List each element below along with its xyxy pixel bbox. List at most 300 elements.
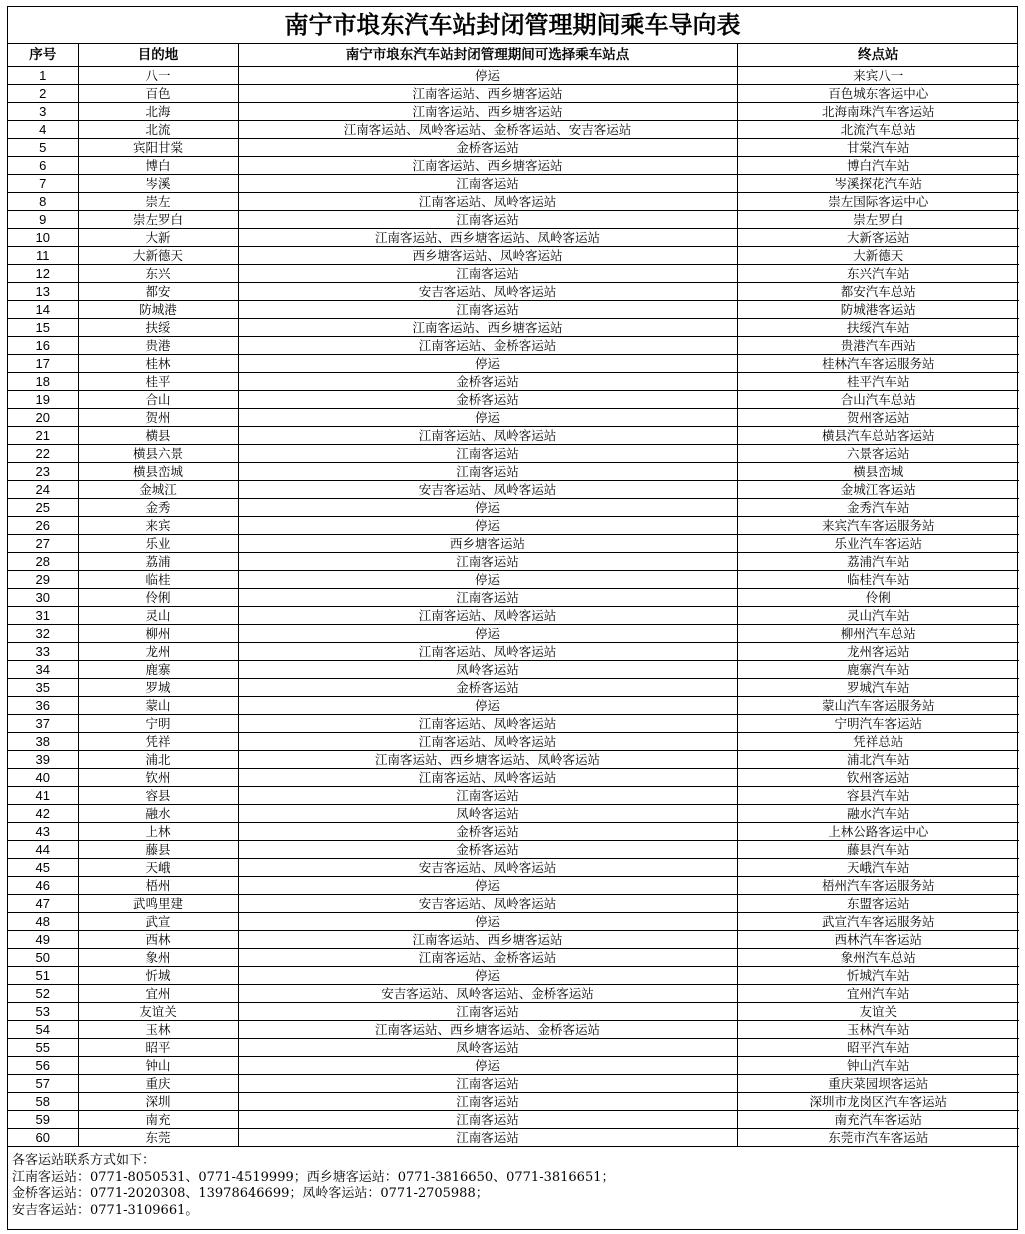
table-row bbox=[8, 355, 1019, 373]
row-terminal: 蒙山汽车客运服务站 bbox=[737, 697, 1019, 715]
row-terminal: 荔浦汽车站 bbox=[737, 553, 1019, 571]
row-destination: 柳州 bbox=[78, 625, 238, 643]
row-terminal: 桂林汽车客运服务站 bbox=[737, 355, 1019, 373]
row-index: 9 bbox=[8, 211, 78, 229]
row-stations: 江南客运站、西乡塘客运站 bbox=[238, 103, 737, 121]
row-destination: 大新 bbox=[78, 229, 238, 247]
row-destination: 宜州 bbox=[78, 985, 238, 1003]
table-row bbox=[8, 733, 1019, 751]
table-row bbox=[8, 769, 1019, 787]
table-row bbox=[8, 643, 1019, 661]
row-terminal: 钟山汽车站 bbox=[737, 1057, 1019, 1075]
row-stations: 停运 bbox=[238, 967, 737, 985]
table-row bbox=[8, 661, 1019, 679]
row-terminal: 北流汽车总站 bbox=[737, 121, 1019, 139]
contact-line: 江南客运站：0771-8050531、0771-4519999；西乡塘客运站：0771-3816650、0771-3816651； bbox=[12, 1169, 615, 1185]
contact-line: 各客运站联系方式如下： bbox=[12, 1153, 156, 1168]
table-row bbox=[8, 949, 1019, 967]
row-index: 10 bbox=[8, 229, 78, 247]
row-terminal: 灵山汽车站 bbox=[737, 607, 1019, 625]
row-terminal: 大新客运站 bbox=[737, 229, 1019, 247]
row-destination: 蒙山 bbox=[78, 697, 238, 715]
row-stations: 江南客运站、凤岭客运站 bbox=[238, 607, 737, 625]
row-index: 4 bbox=[8, 121, 78, 139]
row-stations: 江南客运站 bbox=[238, 1093, 737, 1111]
row-terminal: 昭平汽车站 bbox=[737, 1039, 1019, 1057]
row-destination: 友谊关 bbox=[78, 1003, 238, 1021]
row-index: 31 bbox=[8, 607, 78, 625]
row-index: 14 bbox=[8, 301, 78, 319]
row-index: 1 bbox=[8, 67, 78, 85]
row-stations: 江南客运站 bbox=[238, 445, 737, 463]
row-terminal: 东莞市汽车客运站 bbox=[737, 1129, 1019, 1147]
row-terminal: 临桂汽车站 bbox=[737, 571, 1019, 589]
row-stations: 安吉客运站、凤岭客运站、金桥客运站 bbox=[238, 985, 737, 1003]
row-destination: 昭平 bbox=[78, 1039, 238, 1057]
row-terminal: 罗城汽车站 bbox=[737, 679, 1019, 697]
row-destination: 武宣 bbox=[78, 913, 238, 931]
row-terminal: 六景客运站 bbox=[737, 445, 1019, 463]
table-row bbox=[8, 679, 1019, 697]
row-destination: 武鸣里建 bbox=[78, 895, 238, 913]
row-stations: 金桥客运站 bbox=[238, 139, 737, 157]
header-terminal: 终点站 bbox=[737, 44, 1019, 67]
row-stations: 江南客运站 bbox=[238, 553, 737, 571]
row-stations: 江南客运站 bbox=[238, 463, 737, 481]
row-destination: 钟山 bbox=[78, 1057, 238, 1075]
row-index: 16 bbox=[8, 337, 78, 355]
table-row bbox=[8, 373, 1019, 391]
row-destination: 扶绥 bbox=[78, 319, 238, 337]
table-row bbox=[8, 85, 1019, 103]
row-stations: 江南客运站 bbox=[238, 787, 737, 805]
row-destination: 罗城 bbox=[78, 679, 238, 697]
row-terminal: 象州汽车总站 bbox=[737, 949, 1019, 967]
row-index: 45 bbox=[8, 859, 78, 877]
row-stations: 停运 bbox=[238, 1057, 737, 1075]
row-destination: 天峨 bbox=[78, 859, 238, 877]
row-terminal: 友谊关 bbox=[737, 1003, 1019, 1021]
row-destination: 北流 bbox=[78, 121, 238, 139]
row-destination: 深圳 bbox=[78, 1093, 238, 1111]
table-row bbox=[8, 1057, 1019, 1075]
table-header-row bbox=[8, 44, 1019, 67]
table-row bbox=[8, 1003, 1019, 1021]
row-index: 6 bbox=[8, 157, 78, 175]
row-index: 56 bbox=[8, 1057, 78, 1075]
row-terminal: 贺州客运站 bbox=[737, 409, 1019, 427]
row-index: 39 bbox=[8, 751, 78, 769]
row-index: 25 bbox=[8, 499, 78, 517]
row-stations: 金桥客运站 bbox=[238, 823, 737, 841]
row-index: 41 bbox=[8, 787, 78, 805]
row-index: 59 bbox=[8, 1111, 78, 1129]
row-terminal: 甘棠汽车站 bbox=[737, 139, 1019, 157]
table-row bbox=[8, 283, 1019, 301]
row-terminal: 藤县汽车站 bbox=[737, 841, 1019, 859]
row-stations: 江南客运站、凤岭客运站 bbox=[238, 643, 737, 661]
row-stations: 江南客运站 bbox=[238, 265, 737, 283]
row-terminal: 桂平汽车站 bbox=[737, 373, 1019, 391]
row-destination: 横县六景 bbox=[78, 445, 238, 463]
row-terminal: 梧州汽车客运服务站 bbox=[737, 877, 1019, 895]
row-stations: 停运 bbox=[238, 355, 737, 373]
row-terminal: 博白汽车站 bbox=[737, 157, 1019, 175]
row-stations: 江南客运站 bbox=[238, 175, 737, 193]
table-row bbox=[8, 1075, 1019, 1093]
row-destination: 北海 bbox=[78, 103, 238, 121]
row-terminal: 凭祥总站 bbox=[737, 733, 1019, 751]
row-stations: 凤岭客运站 bbox=[238, 1039, 737, 1057]
table-row bbox=[8, 841, 1019, 859]
row-terminal: 大新德天 bbox=[737, 247, 1019, 265]
table-row bbox=[8, 1039, 1019, 1057]
table-row bbox=[8, 931, 1019, 949]
row-index: 13 bbox=[8, 283, 78, 301]
table-row bbox=[8, 985, 1019, 1003]
row-terminal: 钦州客运站 bbox=[737, 769, 1019, 787]
row-destination: 玉林 bbox=[78, 1021, 238, 1039]
row-stations: 江南客运站 bbox=[238, 1003, 737, 1021]
row-destination: 横县峦城 bbox=[78, 463, 238, 481]
contact-line: 安吉客运站：0771-3109661。 bbox=[12, 1202, 199, 1218]
row-terminal: 扶绥汽车站 bbox=[737, 319, 1019, 337]
row-destination: 鹿寨 bbox=[78, 661, 238, 679]
table-row bbox=[8, 103, 1019, 121]
row-destination: 融水 bbox=[78, 805, 238, 823]
row-destination: 上林 bbox=[78, 823, 238, 841]
row-stations: 金桥客运站 bbox=[238, 391, 737, 409]
row-stations: 江南客运站 bbox=[238, 1111, 737, 1129]
row-index: 55 bbox=[8, 1039, 78, 1057]
table-row bbox=[8, 193, 1019, 211]
row-destination: 桂林 bbox=[78, 355, 238, 373]
row-index: 34 bbox=[8, 661, 78, 679]
row-stations: 江南客运站、凤岭客运站 bbox=[238, 427, 737, 445]
row-stations: 江南客运站、西乡塘客运站 bbox=[238, 319, 737, 337]
contact-line: 金桥客运站：0771-2020308、13978646699；凤岭客运站：0771-2705988； bbox=[12, 1186, 489, 1201]
row-stations: 江南客运站、西乡塘客运站 bbox=[238, 85, 737, 103]
row-stations: 停运 bbox=[238, 913, 737, 931]
row-index: 50 bbox=[8, 949, 78, 967]
row-destination: 重庆 bbox=[78, 1075, 238, 1093]
row-index: 43 bbox=[8, 823, 78, 841]
row-destination: 百色 bbox=[78, 85, 238, 103]
table-row bbox=[8, 319, 1019, 337]
table-body bbox=[8, 67, 1019, 1147]
row-terminal: 横县汽车总站客运站 bbox=[737, 427, 1019, 445]
row-index: 7 bbox=[8, 175, 78, 193]
row-terminal: 合山汽车总站 bbox=[737, 391, 1019, 409]
row-index: 35 bbox=[8, 679, 78, 697]
row-terminal: 横县峦城 bbox=[737, 463, 1019, 481]
row-index: 15 bbox=[8, 319, 78, 337]
row-stations: 江南客运站、西乡塘客运站 bbox=[238, 931, 737, 949]
row-index: 2 bbox=[8, 85, 78, 103]
row-stations: 凤岭客运站 bbox=[238, 805, 737, 823]
row-stations: 金桥客运站 bbox=[238, 841, 737, 859]
row-destination: 横县 bbox=[78, 427, 238, 445]
table-row bbox=[8, 877, 1019, 895]
row-index: 54 bbox=[8, 1021, 78, 1039]
row-index: 51 bbox=[8, 967, 78, 985]
row-stations: 停运 bbox=[238, 67, 737, 85]
row-terminal: 天峨汽车站 bbox=[737, 859, 1019, 877]
row-destination: 宁明 bbox=[78, 715, 238, 733]
row-destination: 都安 bbox=[78, 283, 238, 301]
row-stations: 停运 bbox=[238, 499, 737, 517]
row-stations: 停运 bbox=[238, 625, 737, 643]
row-terminal: 宁明汽车客运站 bbox=[737, 715, 1019, 733]
page-title: 南宁市埌东汽车站封闭管理期间乘车导向表 bbox=[8, 7, 1017, 44]
row-index: 33 bbox=[8, 643, 78, 661]
header-stations: 南宁市埌东汽车站封闭管理期间可选择乘车站点 bbox=[238, 44, 737, 67]
row-stations: 江南客运站、金桥客运站 bbox=[238, 949, 737, 967]
row-terminal: 北海南珠汽车客运站 bbox=[737, 103, 1019, 121]
row-destination: 东兴 bbox=[78, 265, 238, 283]
table-row bbox=[8, 895, 1019, 913]
row-index: 42 bbox=[8, 805, 78, 823]
row-stations: 西乡塘客运站、凤岭客运站 bbox=[238, 247, 737, 265]
row-destination: 崇左 bbox=[78, 193, 238, 211]
table-row bbox=[8, 229, 1019, 247]
row-stations: 安吉客运站、凤岭客运站 bbox=[238, 859, 737, 877]
row-destination: 贵港 bbox=[78, 337, 238, 355]
row-index: 22 bbox=[8, 445, 78, 463]
row-stations: 停运 bbox=[238, 877, 737, 895]
table-row bbox=[8, 247, 1019, 265]
table-row bbox=[8, 499, 1019, 517]
row-index: 21 bbox=[8, 427, 78, 445]
row-index: 32 bbox=[8, 625, 78, 643]
row-stations: 凤岭客运站 bbox=[238, 661, 737, 679]
table-row bbox=[8, 175, 1019, 193]
row-destination: 金城江 bbox=[78, 481, 238, 499]
row-destination: 灵山 bbox=[78, 607, 238, 625]
row-terminal: 浦北汽车站 bbox=[737, 751, 1019, 769]
row-index: 52 bbox=[8, 985, 78, 1003]
row-destination: 崇左罗白 bbox=[78, 211, 238, 229]
row-terminal: 西林汽车客运站 bbox=[737, 931, 1019, 949]
row-stations: 江南客运站 bbox=[238, 1075, 737, 1093]
table-row bbox=[8, 427, 1019, 445]
row-terminal: 来宾八一 bbox=[737, 67, 1019, 85]
row-index: 58 bbox=[8, 1093, 78, 1111]
table-row bbox=[8, 301, 1019, 319]
row-destination: 象州 bbox=[78, 949, 238, 967]
row-stations: 停运 bbox=[238, 697, 737, 715]
row-index: 36 bbox=[8, 697, 78, 715]
row-terminal: 上林公路客运中心 bbox=[737, 823, 1019, 841]
row-destination: 贺州 bbox=[78, 409, 238, 427]
row-stations: 安吉客运站、凤岭客运站 bbox=[238, 283, 737, 301]
row-stations: 金桥客运站 bbox=[238, 679, 737, 697]
row-destination: 藤县 bbox=[78, 841, 238, 859]
row-terminal: 崇左罗白 bbox=[737, 211, 1019, 229]
row-terminal: 柳州汽车总站 bbox=[737, 625, 1019, 643]
row-destination: 岑溪 bbox=[78, 175, 238, 193]
table-row bbox=[8, 751, 1019, 769]
row-stations: 金桥客运站 bbox=[238, 373, 737, 391]
row-stations: 江南客运站、凤岭客运站 bbox=[238, 769, 737, 787]
table-row bbox=[8, 571, 1019, 589]
table-row bbox=[8, 265, 1019, 283]
row-destination: 龙州 bbox=[78, 643, 238, 661]
row-destination: 防城港 bbox=[78, 301, 238, 319]
row-index: 30 bbox=[8, 589, 78, 607]
row-terminal: 鹿寨汽车站 bbox=[737, 661, 1019, 679]
row-terminal: 岑溪探花汽车站 bbox=[737, 175, 1019, 193]
row-terminal: 来宾汽车客运服务站 bbox=[737, 517, 1019, 535]
row-stations: 江南客运站 bbox=[238, 211, 737, 229]
table-row bbox=[8, 967, 1019, 985]
table-row bbox=[8, 391, 1019, 409]
table-row bbox=[8, 697, 1019, 715]
table-row bbox=[8, 535, 1019, 553]
row-index: 12 bbox=[8, 265, 78, 283]
row-stations: 江南客运站、金桥客运站 bbox=[238, 337, 737, 355]
row-index: 37 bbox=[8, 715, 78, 733]
row-destination: 钦州 bbox=[78, 769, 238, 787]
row-index: 23 bbox=[8, 463, 78, 481]
row-terminal: 武宣汽车客运服务站 bbox=[737, 913, 1019, 931]
table-row bbox=[8, 805, 1019, 823]
row-destination: 金秀 bbox=[78, 499, 238, 517]
row-destination: 乐业 bbox=[78, 535, 238, 553]
row-stations: 江南客运站 bbox=[238, 589, 737, 607]
row-index: 5 bbox=[8, 139, 78, 157]
row-destination: 合山 bbox=[78, 391, 238, 409]
row-stations: 江南客运站、凤岭客运站、金桥客运站、安吉客运站 bbox=[238, 121, 737, 139]
table-row bbox=[8, 823, 1019, 841]
table-row bbox=[8, 67, 1019, 85]
row-stations: 江南客运站、西乡塘客运站 bbox=[238, 157, 737, 175]
row-index: 60 bbox=[8, 1129, 78, 1147]
row-destination: 西林 bbox=[78, 931, 238, 949]
row-terminal: 容县汽车站 bbox=[737, 787, 1019, 805]
row-index: 8 bbox=[8, 193, 78, 211]
row-index: 20 bbox=[8, 409, 78, 427]
row-terminal: 玉林汽车站 bbox=[737, 1021, 1019, 1039]
table-row bbox=[8, 1129, 1019, 1147]
row-destination: 容县 bbox=[78, 787, 238, 805]
table-row bbox=[8, 157, 1019, 175]
table-row bbox=[8, 913, 1019, 931]
guide-sheet bbox=[7, 6, 1018, 1230]
table-row bbox=[8, 139, 1019, 157]
row-destination: 八一 bbox=[78, 67, 238, 85]
table-row bbox=[8, 463, 1019, 481]
guide-table bbox=[8, 44, 1019, 1147]
row-stations: 江南客运站、西乡塘客运站、凤岭客运站 bbox=[238, 229, 737, 247]
table-row bbox=[8, 1021, 1019, 1039]
row-terminal: 伶俐 bbox=[737, 589, 1019, 607]
row-terminal: 崇左国际客运中心 bbox=[737, 193, 1019, 211]
row-destination: 梧州 bbox=[78, 877, 238, 895]
row-terminal: 南充汽车客运站 bbox=[737, 1111, 1019, 1129]
row-destination: 桂平 bbox=[78, 373, 238, 391]
row-index: 49 bbox=[8, 931, 78, 949]
row-stations: 停运 bbox=[238, 517, 737, 535]
table-row bbox=[8, 589, 1019, 607]
row-index: 47 bbox=[8, 895, 78, 913]
row-stations: 江南客运站、凤岭客运站 bbox=[238, 193, 737, 211]
row-terminal: 都安汽车总站 bbox=[737, 283, 1019, 301]
row-stations: 江南客运站、凤岭客运站 bbox=[238, 733, 737, 751]
row-terminal: 宜州汽车站 bbox=[737, 985, 1019, 1003]
row-terminal: 防城港客运站 bbox=[737, 301, 1019, 319]
row-terminal: 重庆菜园坝客运站 bbox=[737, 1075, 1019, 1093]
row-destination: 临桂 bbox=[78, 571, 238, 589]
row-index: 27 bbox=[8, 535, 78, 553]
row-stations: 江南客运站、凤岭客运站 bbox=[238, 715, 737, 733]
table-row bbox=[8, 1111, 1019, 1129]
table-row bbox=[8, 715, 1019, 733]
table-row bbox=[8, 337, 1019, 355]
table-row bbox=[8, 625, 1019, 643]
row-destination: 来宾 bbox=[78, 517, 238, 535]
row-destination: 东莞 bbox=[78, 1129, 238, 1147]
table-row bbox=[8, 481, 1019, 499]
row-stations: 江南客运站、西乡塘客运站、金桥客运站 bbox=[238, 1021, 737, 1039]
row-destination: 浦北 bbox=[78, 751, 238, 769]
row-terminal: 龙州客运站 bbox=[737, 643, 1019, 661]
row-destination: 凭祥 bbox=[78, 733, 238, 751]
row-terminal: 金城江客运站 bbox=[737, 481, 1019, 499]
row-index: 46 bbox=[8, 877, 78, 895]
row-stations: 江南客运站、西乡塘客运站、凤岭客运站 bbox=[238, 751, 737, 769]
row-stations: 江南客运站 bbox=[238, 301, 737, 319]
row-stations: 停运 bbox=[238, 409, 737, 427]
table-row bbox=[8, 607, 1019, 625]
table-row bbox=[8, 409, 1019, 427]
row-index: 53 bbox=[8, 1003, 78, 1021]
row-destination: 博白 bbox=[78, 157, 238, 175]
row-terminal: 金秀汽车站 bbox=[737, 499, 1019, 517]
row-terminal: 融水汽车站 bbox=[737, 805, 1019, 823]
row-stations: 停运 bbox=[238, 571, 737, 589]
row-destination: 荔浦 bbox=[78, 553, 238, 571]
header-destination: 目的地 bbox=[78, 44, 238, 67]
row-index: 40 bbox=[8, 769, 78, 787]
row-destination: 伶俐 bbox=[78, 589, 238, 607]
row-stations: 安吉客运站、凤岭客运站 bbox=[238, 481, 737, 499]
row-destination: 宾阳甘棠 bbox=[78, 139, 238, 157]
row-index: 26 bbox=[8, 517, 78, 535]
row-stations: 安吉客运站、凤岭客运站 bbox=[238, 895, 737, 913]
row-stations: 江南客运站 bbox=[238, 1129, 737, 1147]
row-stations: 西乡塘客运站 bbox=[238, 535, 737, 553]
row-terminal: 忻城汽车站 bbox=[737, 967, 1019, 985]
row-index: 19 bbox=[8, 391, 78, 409]
row-index: 48 bbox=[8, 913, 78, 931]
row-index: 17 bbox=[8, 355, 78, 373]
row-index: 44 bbox=[8, 841, 78, 859]
row-destination: 忻城 bbox=[78, 967, 238, 985]
header-index: 序号 bbox=[8, 44, 78, 67]
contact-info bbox=[8, 1147, 1017, 1219]
row-terminal: 百色城东客运中心 bbox=[737, 85, 1019, 103]
row-destination: 南充 bbox=[78, 1111, 238, 1129]
row-index: 18 bbox=[8, 373, 78, 391]
table-row bbox=[8, 211, 1019, 229]
table-row bbox=[8, 553, 1019, 571]
row-index: 38 bbox=[8, 733, 78, 751]
row-index: 3 bbox=[8, 103, 78, 121]
row-index: 24 bbox=[8, 481, 78, 499]
table-row bbox=[8, 787, 1019, 805]
row-destination: 大新德天 bbox=[78, 247, 238, 265]
